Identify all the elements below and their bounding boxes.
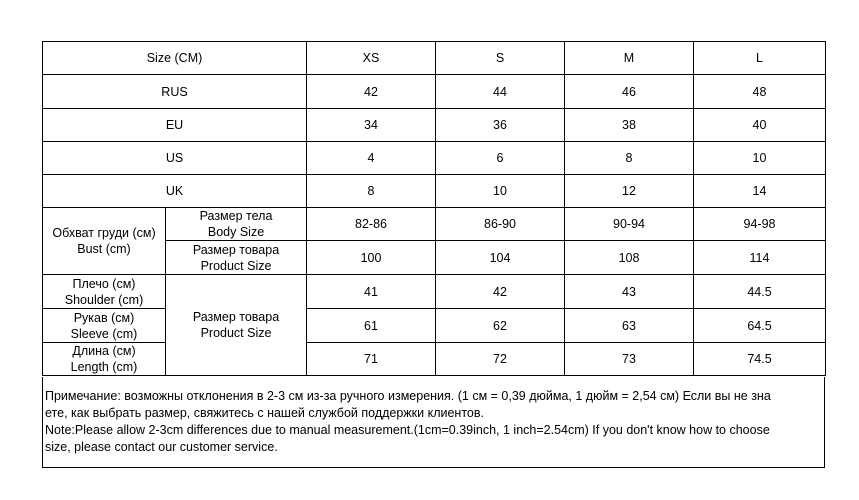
size-header-m: M xyxy=(565,42,694,75)
header-row xyxy=(43,42,826,75)
product-size-label-ru: Размер товара xyxy=(192,242,280,257)
table-cell: 48 xyxy=(694,75,826,109)
body-size-label-en: Body Size xyxy=(207,225,265,239)
table-cell: 114 xyxy=(694,241,826,275)
table-cell: 44.5 xyxy=(694,275,826,309)
sublabel-body-size xyxy=(166,208,307,241)
shoulder-label-ru: Плечо (см) xyxy=(72,276,136,291)
shoulder-label-en: Shoulder (cm) xyxy=(64,292,144,307)
sleeve-label-ru: Рукав (см) xyxy=(73,310,135,325)
note-en-line-2: size, please contact our customer service. xyxy=(45,440,278,454)
table-row-shoulder xyxy=(43,275,826,309)
table-row-bust-body xyxy=(43,208,826,241)
note-en-line-1: Note:Please allow 2-3cm differences due to manual measurement.(1cm=0.39inch, 1 inch=2.54cm) If you don't know how to choose xyxy=(45,423,770,437)
row-label-us: US xyxy=(43,142,307,175)
table-cell: 108 xyxy=(565,241,694,275)
table-row-eu xyxy=(43,109,826,142)
table-cell: 74.5 xyxy=(694,343,826,376)
sublabel-product-size xyxy=(166,241,307,275)
table-cell: 46 xyxy=(565,75,694,109)
table-cell: 90-94 xyxy=(565,208,694,241)
table-cell: 100 xyxy=(307,241,436,275)
table-cell: 62 xyxy=(436,309,565,343)
size-chart-table xyxy=(42,41,826,376)
table-cell: 34 xyxy=(307,109,436,142)
table-cell: 42 xyxy=(307,75,436,109)
length-label-en: Length (cm) xyxy=(70,360,138,374)
sublabel-product-size-group xyxy=(166,275,307,376)
table-row-uk xyxy=(43,175,826,208)
size-header-label: Size (CM) xyxy=(43,42,307,75)
table-cell: 14 xyxy=(694,175,826,208)
table-cell: 6 xyxy=(436,142,565,175)
table-cell: 86-90 xyxy=(436,208,565,241)
size-header-l: L xyxy=(694,42,826,75)
table-cell: 38 xyxy=(565,109,694,142)
table-cell: 8 xyxy=(307,175,436,208)
table-cell: 63 xyxy=(565,309,694,343)
row-label-uk: UK xyxy=(43,175,307,208)
product-size-group-label-ru: Размер товара xyxy=(192,310,280,324)
product-size-label-en: Product Size xyxy=(200,258,272,273)
table-cell: 41 xyxy=(307,275,436,309)
table-cell: 61 xyxy=(307,309,436,343)
table-cell: 72 xyxy=(436,343,565,376)
table-row-sleeve xyxy=(43,309,826,343)
table-cell: 42 xyxy=(436,275,565,309)
table-cell: 4 xyxy=(307,142,436,175)
row-label-bust xyxy=(43,208,166,275)
table-cell: 10 xyxy=(436,175,565,208)
table-cell: 73 xyxy=(565,343,694,376)
table-cell: 104 xyxy=(436,241,565,275)
table-cell: 10 xyxy=(694,142,826,175)
size-header-s: S xyxy=(436,42,565,75)
table-cell: 36 xyxy=(436,109,565,142)
length-label-ru: Длина (см) xyxy=(72,344,136,358)
table-cell: 40 xyxy=(694,109,826,142)
table-cell: 44 xyxy=(436,75,565,109)
row-label-sleeve xyxy=(43,309,166,343)
row-label-shoulder xyxy=(43,275,166,309)
note-ru-line-1: Примечание: возможны отклонения в 2-3 см из-за ручного измерения. (1 см = 0,39 дюйма, 1 дюйм = 2,54 см) Если вы не зна xyxy=(45,389,771,403)
table-row-length xyxy=(43,343,826,376)
table-cell: 43 xyxy=(565,275,694,309)
sleeve-label-en: Sleeve (cm) xyxy=(70,326,138,341)
table-cell: 82-86 xyxy=(307,208,436,241)
table-row-us xyxy=(43,142,826,175)
row-label-eu: EU xyxy=(43,109,307,142)
table-cell: 12 xyxy=(565,175,694,208)
size-header-xs: XS xyxy=(307,42,436,75)
table-cell: 94-98 xyxy=(694,208,826,241)
table-cell: 71 xyxy=(307,343,436,376)
measurement-note-box xyxy=(42,377,825,468)
table-cell: 8 xyxy=(565,142,694,175)
table-cell: 64.5 xyxy=(694,309,826,343)
product-size-group-label-en: Product Size xyxy=(200,326,272,340)
bust-label-ru: Обхват груди (см) xyxy=(52,226,156,240)
row-label-length xyxy=(43,343,166,376)
bust-label-en: Bust (cm) xyxy=(77,242,131,256)
row-label-rus: RUS xyxy=(43,75,307,109)
table-row-rus xyxy=(43,75,826,109)
note-ru-line-2: ете, как выбрать размер, свяжитесь с нашей службой поддержки клиентов. xyxy=(45,406,484,420)
body-size-label-ru: Размер тела xyxy=(199,209,273,223)
